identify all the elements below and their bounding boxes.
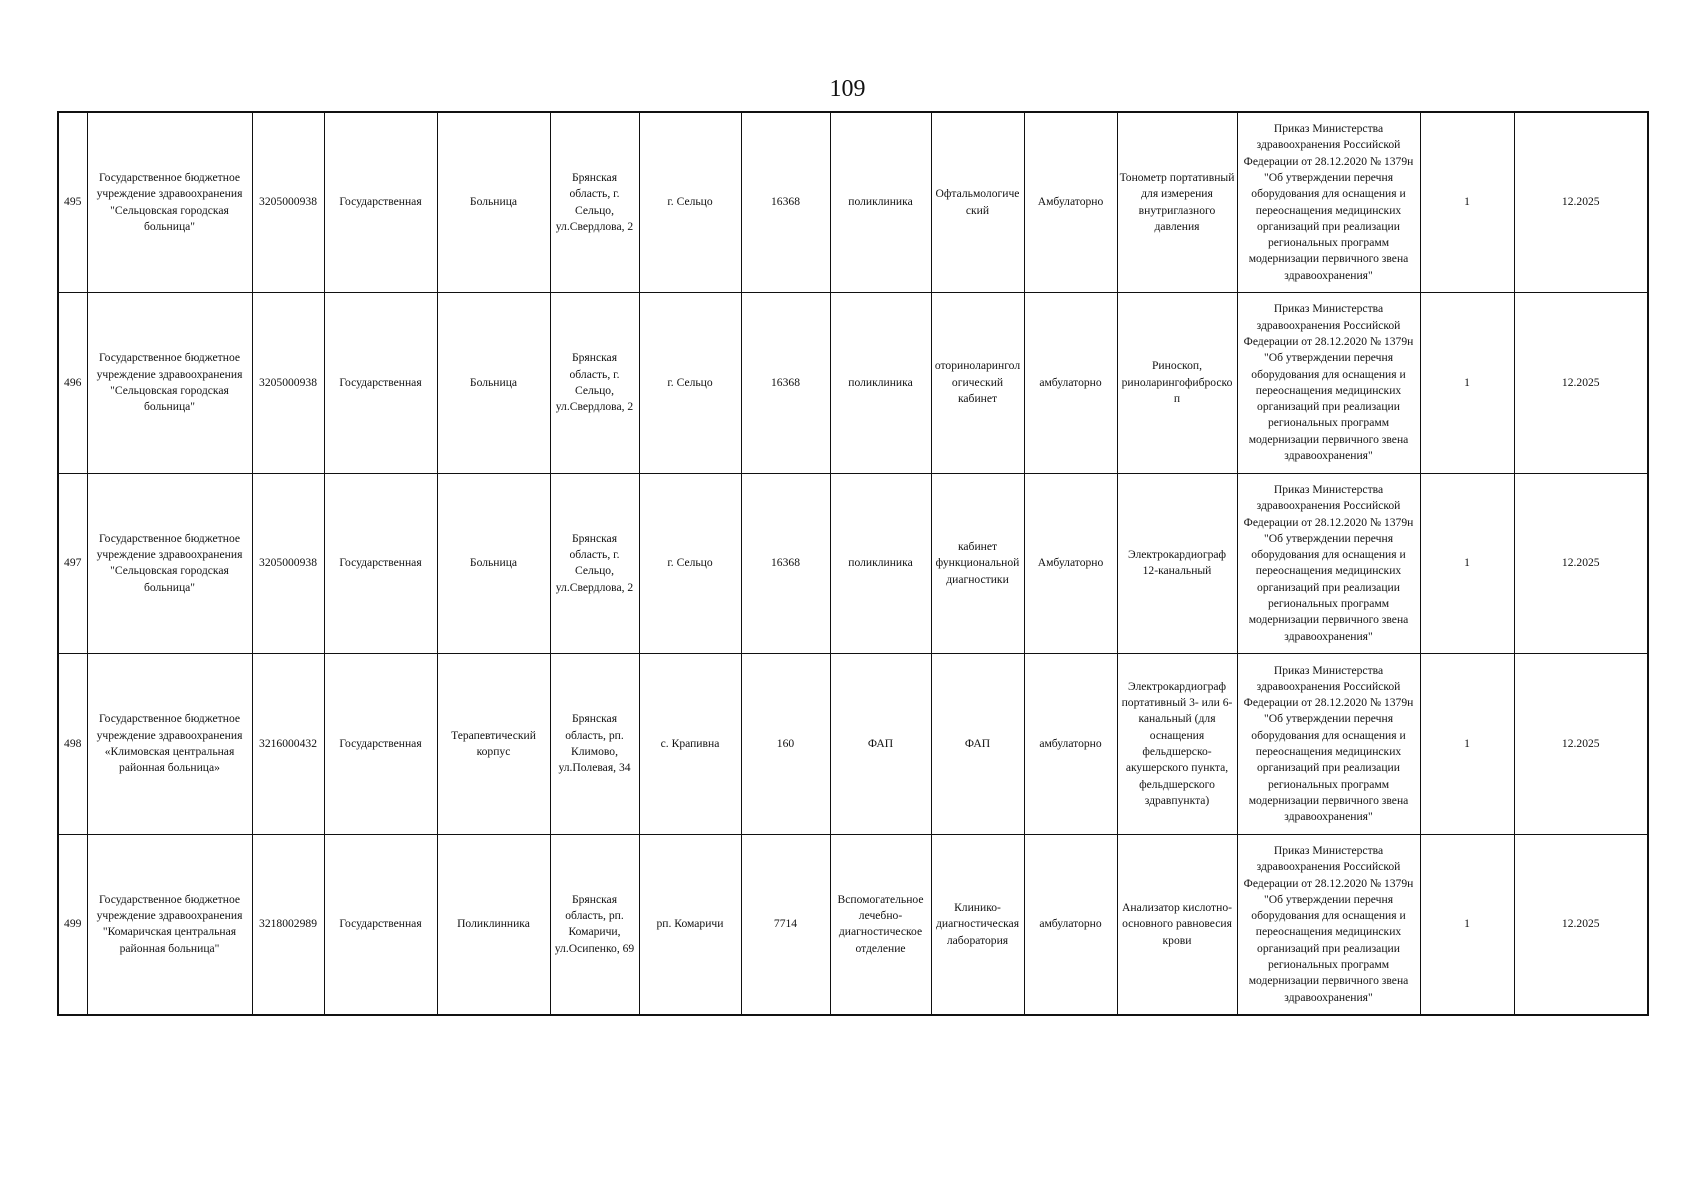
equipment-cell: Электрокардиограф 12-канальный: [1117, 473, 1237, 654]
population-cell: 16368: [741, 112, 830, 293]
quantity-cell: 1: [1420, 654, 1514, 835]
department-cell: ФАП: [931, 654, 1024, 835]
table-row: [58, 654, 1648, 835]
population-cell: 7714: [741, 834, 830, 1015]
table-row: [58, 834, 1648, 1015]
deadline-cell: 12.2025: [1514, 834, 1648, 1015]
row-number: 496: [58, 293, 87, 474]
locality-cell: г. Сельцо: [639, 112, 741, 293]
organization-cell: Государственное бюджетное учреждение здравоохранения «Климовская центральная районная больница»: [87, 654, 252, 835]
table-row: [58, 293, 1648, 474]
inn-cell: 3205000938: [252, 112, 324, 293]
population-cell: 160: [741, 654, 830, 835]
table-row: [58, 112, 1648, 293]
unit-type-cell: Вспомогательное лечебно-диагностическое отделение: [830, 834, 931, 1015]
department-cell: Офтальмологический: [931, 112, 1024, 293]
address-cell: Брянская область, г. Сельцо, ул.Свердлова, 2: [550, 293, 639, 474]
address-cell: Брянская область, рп. Климово, ул.Полевая, 34: [550, 654, 639, 835]
facility-cell: Больница: [437, 473, 550, 654]
facility-cell: Терапевтический корпус: [437, 654, 550, 835]
order-cell: Приказ Министерства здравоохранения Российской Федерации от 28.12.2020 № 1379н "Об утверждении перечня оборудования для оснащения и переоснащения медицинских организаций при реализации региональных программ модернизации первичного звена здравоохранения": [1237, 293, 1420, 474]
unit-type-cell: ФАП: [830, 654, 931, 835]
unit-type-cell: поликлиника: [830, 112, 931, 293]
equipment-cell: Анализатор кислотно-основного равновесия крови: [1117, 834, 1237, 1015]
quantity-cell: 1: [1420, 473, 1514, 654]
organization-cell: Государственное бюджетное учреждение здравоохранения "Сельцовская городская больница": [87, 293, 252, 474]
page-number: 109: [829, 76, 866, 102]
inn-cell: 3218002989: [252, 834, 324, 1015]
order-cell: Приказ Министерства здравоохранения Российской Федерации от 28.12.2020 № 1379н "Об утверждении перечня оборудования для оснащения и переоснащения медицинских организаций при реализации региональных программ модернизации первичного звена здравоохранения": [1237, 112, 1420, 293]
row-number: 495: [58, 112, 87, 293]
ownership-cell: Государственная: [324, 654, 437, 835]
inn-cell: 3205000938: [252, 293, 324, 474]
locality-cell: г. Сельцо: [639, 473, 741, 654]
care-type-cell: Амбулаторно: [1024, 112, 1117, 293]
locality-cell: рп. Комаричи: [639, 834, 741, 1015]
address-cell: Брянская область, г. Сельцо, ул.Свердлова, 2: [550, 112, 639, 293]
unit-type-cell: поликлиника: [830, 293, 931, 474]
ownership-cell: Государственная: [324, 473, 437, 654]
quantity-cell: 1: [1420, 112, 1514, 293]
deadline-cell: 12.2025: [1514, 654, 1648, 835]
deadline-cell: 12.2025: [1514, 293, 1648, 474]
row-number: 499: [58, 834, 87, 1015]
organization-cell: Государственное бюджетное учреждение здравоохранения "Комаричская центральная районная больница": [87, 834, 252, 1015]
equipment-cell: Тонометр портативный для измерения внутриглазного давления: [1117, 112, 1237, 293]
ownership-cell: Государственная: [324, 834, 437, 1015]
order-cell: Приказ Министерства здравоохранения Российской Федерации от 28.12.2020 № 1379н "Об утверждении перечня оборудования для оснащения и переоснащения медицинских организаций при реализации региональных программ модернизации первичного звена здравоохранения": [1237, 834, 1420, 1015]
care-type-cell: амбулаторно: [1024, 654, 1117, 835]
inn-cell: 3205000938: [252, 473, 324, 654]
locality-cell: г. Сельцо: [639, 293, 741, 474]
quantity-cell: 1: [1420, 293, 1514, 474]
row-number: 498: [58, 654, 87, 835]
facility-cell: Больница: [437, 293, 550, 474]
row-number: 497: [58, 473, 87, 654]
table-row: [58, 473, 1648, 654]
deadline-cell: 12.2025: [1514, 473, 1648, 654]
department-cell: оториноларингологический кабинет: [931, 293, 1024, 474]
quantity-cell: 1: [1420, 834, 1514, 1015]
care-type-cell: амбулаторно: [1024, 293, 1117, 474]
organization-cell: Государственное бюджетное учреждение здравоохранения "Сельцовская городская больница": [87, 112, 252, 293]
inn-cell: 3216000432: [252, 654, 324, 835]
ownership-cell: Государственная: [324, 112, 437, 293]
department-cell: Клинико-диагностическая лаборатория: [931, 834, 1024, 1015]
equipment-cell: Электрокардиограф портативный 3- или 6-канальный (для оснащения фельдшерско-акушерского пункта, фельдшерского здравпункта): [1117, 654, 1237, 835]
unit-type-cell: поликлиника: [830, 473, 931, 654]
order-cell: Приказ Министерства здравоохранения Российской Федерации от 28.12.2020 № 1379н "Об утверждении перечня оборудования для оснащения и переоснащения медицинских организаций при реализации региональных программ модернизации первичного звена здравоохранения": [1237, 473, 1420, 654]
deadline-cell: 12.2025: [1514, 112, 1648, 293]
address-cell: Брянская область, рп. Комаричи, ул.Осипенко, 69: [550, 834, 639, 1015]
locality-cell: с. Крапивна: [639, 654, 741, 835]
population-cell: 16368: [741, 473, 830, 654]
address-cell: Брянская область, г. Сельцо, ул.Свердлова, 2: [550, 473, 639, 654]
facility-cell: Больница: [437, 112, 550, 293]
equipment-register-table: [57, 111, 1649, 1016]
organization-cell: Государственное бюджетное учреждение здравоохранения "Сельцовская городская больница": [87, 473, 252, 654]
care-type-cell: амбулаторно: [1024, 834, 1117, 1015]
facility-cell: Поликлинника: [437, 834, 550, 1015]
ownership-cell: Государственная: [324, 293, 437, 474]
population-cell: 16368: [741, 293, 830, 474]
equipment-cell: Риноскоп, риноларингофиброскоп: [1117, 293, 1237, 474]
care-type-cell: Амбулаторно: [1024, 473, 1117, 654]
order-cell: Приказ Министерства здравоохранения Российской Федерации от 28.12.2020 № 1379н "Об утверждении перечня оборудования для оснащения и переоснащения медицинских организаций при реализации региональных программ модернизации первичного звена здравоохранения": [1237, 654, 1420, 835]
department-cell: кабинет функциональной диагностики: [931, 473, 1024, 654]
